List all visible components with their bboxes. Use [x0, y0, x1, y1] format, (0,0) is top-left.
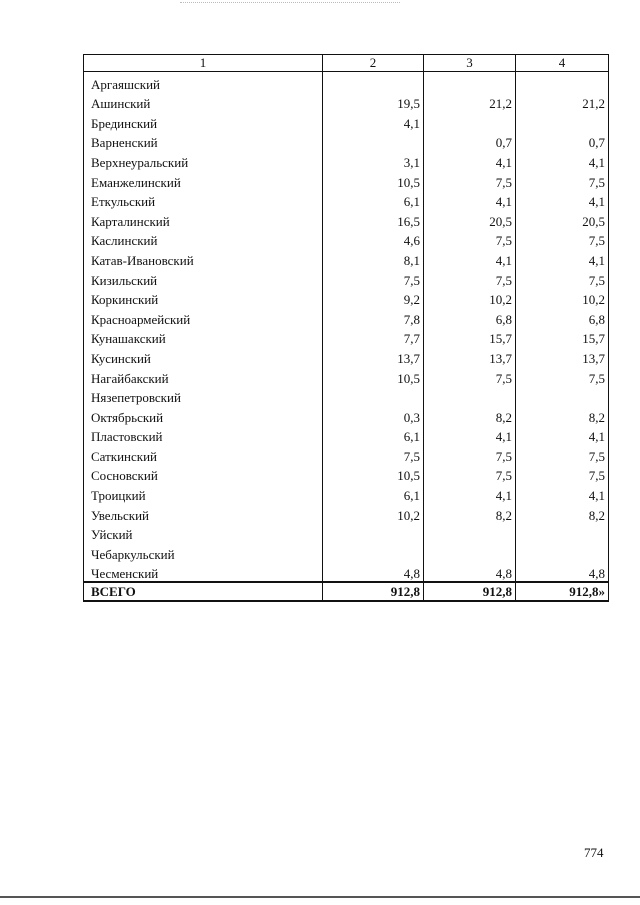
value-cell: 13,7	[323, 346, 424, 366]
value-cell: 8,2	[516, 405, 609, 425]
district-name: Октябрьский	[84, 405, 323, 425]
value-cell: 7,5	[424, 444, 516, 464]
value-cell: 4,1	[424, 425, 516, 445]
value-cell: 7,5	[516, 170, 609, 190]
table-row	[84, 307, 609, 327]
value-cell: 7,5	[516, 268, 609, 288]
district-name: Красноармейский	[84, 307, 323, 327]
value-cell: 8,1	[323, 248, 424, 268]
value-cell: 10,5	[323, 464, 424, 484]
value-cell: 6,1	[323, 425, 424, 445]
value-cell: 7,5	[323, 444, 424, 464]
value-cell: 4,1	[323, 111, 424, 131]
value-cell: 4,1	[516, 483, 609, 503]
table-row	[84, 562, 609, 583]
value-cell: 10,2	[323, 503, 424, 523]
value-cell: 7,7	[323, 327, 424, 347]
value-cell	[323, 523, 424, 543]
value-cell	[516, 523, 609, 543]
table-row	[84, 327, 609, 347]
table-row	[84, 542, 609, 562]
column-header: 4	[516, 55, 609, 72]
value-cell: 7,5	[516, 444, 609, 464]
total-value: 912,8	[424, 582, 516, 601]
data-table	[83, 54, 609, 602]
value-cell: 9,2	[323, 288, 424, 308]
district-name: Сосновский	[84, 464, 323, 484]
value-cell: 7,5	[323, 268, 424, 288]
value-cell	[424, 523, 516, 543]
value-cell: 7,5	[516, 366, 609, 386]
table-row	[84, 386, 609, 406]
value-cell: 4,8	[323, 562, 424, 583]
district-name: Каслинский	[84, 229, 323, 249]
scan-artifact	[180, 2, 400, 7]
value-cell: 10,2	[424, 288, 516, 308]
district-name: Кизильский	[84, 268, 323, 288]
table-row	[84, 92, 609, 112]
value-cell: 19,5	[323, 92, 424, 112]
value-cell: 13,7	[424, 346, 516, 366]
total-value: 912,8	[323, 582, 424, 601]
value-cell: 0,7	[424, 131, 516, 151]
page-number: 774	[584, 845, 604, 860]
value-cell: 4,1	[424, 248, 516, 268]
district-name: Карталинский	[84, 209, 323, 229]
table-row	[84, 111, 609, 131]
value-cell: 4,6	[323, 229, 424, 249]
value-cell: 4,1	[516, 150, 609, 170]
district-name: Аргаяшский	[84, 72, 323, 92]
table-row	[84, 288, 609, 308]
district-name: Верхнеуральский	[84, 150, 323, 170]
value-cell	[516, 542, 609, 562]
value-cell: 0,7	[516, 131, 609, 151]
value-cell: 13,7	[516, 346, 609, 366]
value-cell	[516, 111, 609, 131]
value-cell: 4,1	[516, 190, 609, 210]
district-name: Брединский	[84, 111, 323, 131]
table-row	[84, 190, 609, 210]
value-cell: 15,7	[424, 327, 516, 347]
table-row	[84, 170, 609, 190]
district-name: Еткульский	[84, 190, 323, 210]
value-cell	[323, 131, 424, 151]
district-name: Нагайбакский	[84, 366, 323, 386]
table-row	[84, 405, 609, 425]
value-cell: 7,8	[323, 307, 424, 327]
district-name: Кунашакский	[84, 327, 323, 347]
value-cell: 6,1	[323, 483, 424, 503]
district-name: Увельский	[84, 503, 323, 523]
value-cell: 20,5	[516, 209, 609, 229]
table-row	[84, 464, 609, 484]
table-row	[84, 248, 609, 268]
value-cell: 21,2	[424, 92, 516, 112]
table-row	[84, 483, 609, 503]
value-cell: 10,5	[323, 170, 424, 190]
district-name: Катав-Ивановский	[84, 248, 323, 268]
value-cell: 10,2	[516, 288, 609, 308]
value-cell: 4,8	[516, 562, 609, 583]
value-cell	[516, 386, 609, 406]
value-cell	[424, 386, 516, 406]
value-cell: 4,1	[424, 190, 516, 210]
table-header-row	[84, 55, 609, 72]
table-row	[84, 523, 609, 543]
value-cell: 4,1	[516, 425, 609, 445]
value-cell: 4,1	[516, 248, 609, 268]
value-cell: 4,8	[424, 562, 516, 583]
value-cell: 7,5	[516, 229, 609, 249]
table-row	[84, 72, 609, 92]
value-cell: 21,2	[516, 92, 609, 112]
value-cell: 3,1	[323, 150, 424, 170]
value-cell: 7,5	[424, 229, 516, 249]
district-name: Пластовский	[84, 425, 323, 445]
table-row	[84, 268, 609, 288]
table-row	[84, 346, 609, 366]
value-cell: 7,5	[424, 464, 516, 484]
value-cell	[323, 72, 424, 92]
value-cell: 7,5	[424, 366, 516, 386]
value-cell: 7,5	[424, 170, 516, 190]
value-cell: 8,2	[424, 503, 516, 523]
district-name: Чесменский	[84, 562, 323, 583]
value-cell: 7,5	[424, 268, 516, 288]
value-cell	[323, 386, 424, 406]
value-cell	[424, 72, 516, 92]
value-cell: 0,3	[323, 405, 424, 425]
value-cell: 7,5	[516, 464, 609, 484]
district-name: Кусинский	[84, 346, 323, 366]
district-name: Коркинский	[84, 288, 323, 308]
page-bottom-rule	[0, 896, 640, 898]
total-value: 912,8»	[516, 582, 609, 601]
column-header: 2	[323, 55, 424, 72]
table-row	[84, 150, 609, 170]
value-cell	[516, 72, 609, 92]
table-row	[84, 425, 609, 445]
district-name: Чебаркульский	[84, 542, 323, 562]
table-row	[84, 209, 609, 229]
value-cell	[424, 111, 516, 131]
value-cell: 4,1	[424, 150, 516, 170]
district-name: Нязепетровский	[84, 386, 323, 406]
table-row	[84, 131, 609, 151]
district-name: Ашинский	[84, 92, 323, 112]
total-label: ВСЕГО	[84, 582, 323, 601]
value-cell: 15,7	[516, 327, 609, 347]
table-row	[84, 444, 609, 464]
total-row	[84, 582, 609, 601]
table-row	[84, 503, 609, 523]
table-row	[84, 229, 609, 249]
value-cell: 8,2	[516, 503, 609, 523]
district-name: Еманжелинский	[84, 170, 323, 190]
column-header: 3	[424, 55, 516, 72]
value-cell: 4,1	[424, 483, 516, 503]
value-cell: 6,8	[516, 307, 609, 327]
district-name: Троицкий	[84, 483, 323, 503]
district-name: Уйский	[84, 523, 323, 543]
value-cell: 6,8	[424, 307, 516, 327]
table-row	[84, 366, 609, 386]
value-cell: 10,5	[323, 366, 424, 386]
value-cell: 16,5	[323, 209, 424, 229]
value-cell: 20,5	[424, 209, 516, 229]
value-cell: 8,2	[424, 405, 516, 425]
value-cell	[424, 542, 516, 562]
value-cell: 6,1	[323, 190, 424, 210]
column-header: 1	[84, 55, 323, 72]
district-name: Варненский	[84, 131, 323, 151]
value-cell	[323, 542, 424, 562]
district-name: Саткинский	[84, 444, 323, 464]
